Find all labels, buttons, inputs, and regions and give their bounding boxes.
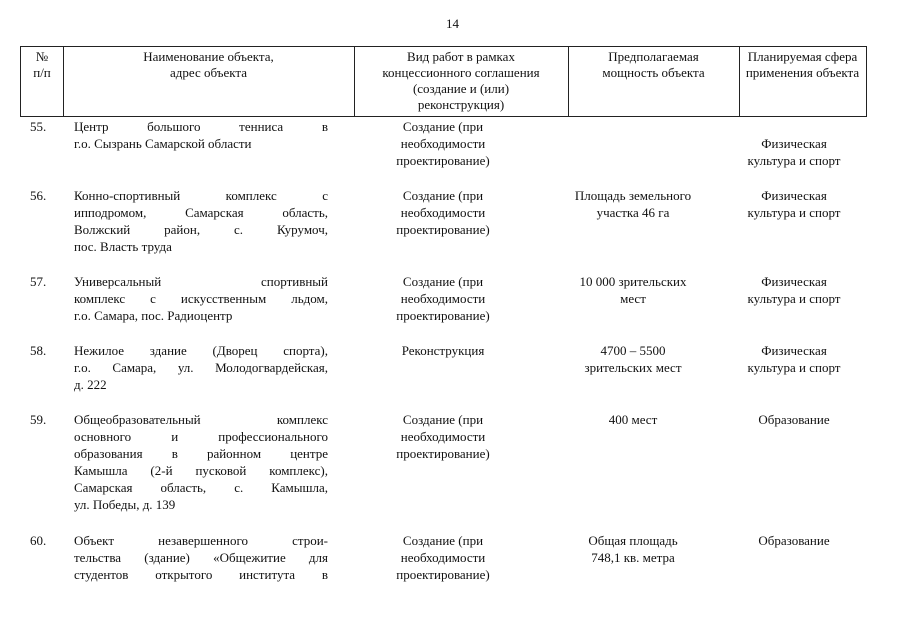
object-name xyxy=(74,532,328,583)
object-name-line: Объект незавершенного строи- xyxy=(74,533,328,548)
object-name-line: Самарская область, с. Камышла, xyxy=(74,480,328,495)
object-capacity: Площадь земельного участка 46 га xyxy=(574,188,692,220)
header-work: Вид работ в рамках концессионного соглашения (создание и (или) реконструкция) xyxy=(382,49,540,112)
object-name-line: Волжский район, с. Курумоч, xyxy=(74,222,328,237)
object-name xyxy=(74,342,328,393)
page-number: 14 xyxy=(446,16,459,31)
object-name-line: Общеобразовательный комплекс xyxy=(74,412,328,427)
object-name-line: Нежилое здание (Дворец спорта), xyxy=(74,343,328,358)
object-name-line: пос. Власть труда xyxy=(74,239,172,254)
object-name-line: Конно-спортивный комплекс с xyxy=(74,188,328,203)
header-power: Предполагаемая мощность объекта xyxy=(602,49,705,80)
object-name-line: г.о. Сызрань Самарской области xyxy=(74,136,252,151)
work-type: Создание (при необходимости проектирование) xyxy=(396,119,490,168)
object-name xyxy=(74,187,328,255)
application-sphere: Образование xyxy=(758,412,830,427)
application-sphere: Физическая культура и спорт xyxy=(747,136,841,168)
row-number: 58. xyxy=(30,343,47,358)
object-name-line: ул. Победы, д. 139 xyxy=(74,497,176,512)
object-capacity: 10 000 зрительских мест xyxy=(579,274,687,306)
object-name-line: студентов открытого института в xyxy=(74,567,328,582)
object-name-line: Камышла (2-й пусковой комплекс), xyxy=(74,463,328,478)
object-name-line: ипподромом, Самарская область, xyxy=(74,205,328,220)
object-name-line: г.о. Самара, пос. Радиоцентр xyxy=(74,308,233,323)
work-type: Создание (при необходимости проектирование) xyxy=(396,533,490,582)
object-capacity: Общая площадь 748,1 кв. метра xyxy=(588,533,678,565)
object-name xyxy=(74,118,328,152)
application-sphere: Физическая культура и спорт xyxy=(747,274,841,306)
row-number: 60. xyxy=(30,533,47,548)
header-sphere: Планируемая сфера применения объекта xyxy=(745,49,860,80)
application-sphere: Физическая культура и спорт xyxy=(747,188,841,220)
header-name: Наименование объекта, адрес объекта xyxy=(143,49,274,80)
header-num: № п/п xyxy=(33,49,51,80)
table-header xyxy=(20,46,867,117)
work-type: Создание (при необходимости проектирование) xyxy=(396,188,490,237)
object-name-line: д. 222 xyxy=(74,377,107,392)
object-name-line: тельства (здание) «Общежитие для xyxy=(74,550,328,565)
row-number: 56. xyxy=(30,188,47,203)
object-name xyxy=(74,273,328,324)
work-type: Создание (при необходимости проектирование) xyxy=(396,412,490,461)
object-capacity: 4700 – 5500 зрительских мест xyxy=(584,343,682,375)
application-sphere: Физическая культура и спорт xyxy=(747,343,841,375)
object-name-line: образования в районном центре xyxy=(74,446,328,461)
object-name-line: г.о. Самара, ул. Молодогвардейская, xyxy=(74,360,328,375)
object-name-line: Универсальный спортивный xyxy=(74,274,328,289)
object-name xyxy=(74,411,328,513)
row-number: 59. xyxy=(30,412,47,427)
application-sphere: Образование xyxy=(758,533,830,548)
row-number: 55. xyxy=(30,119,47,134)
object-capacity: 400 мест xyxy=(608,412,658,427)
work-type: Создание (при необходимости проектирование) xyxy=(396,274,490,323)
work-type: Реконструкция xyxy=(401,343,485,358)
object-name-line: Центр большого тенниса в xyxy=(74,119,328,134)
row-number: 57. xyxy=(30,274,47,289)
object-name-line: комплекс с искусственным льдом, xyxy=(74,291,328,306)
object-name-line: основного и профессионального xyxy=(74,429,328,444)
